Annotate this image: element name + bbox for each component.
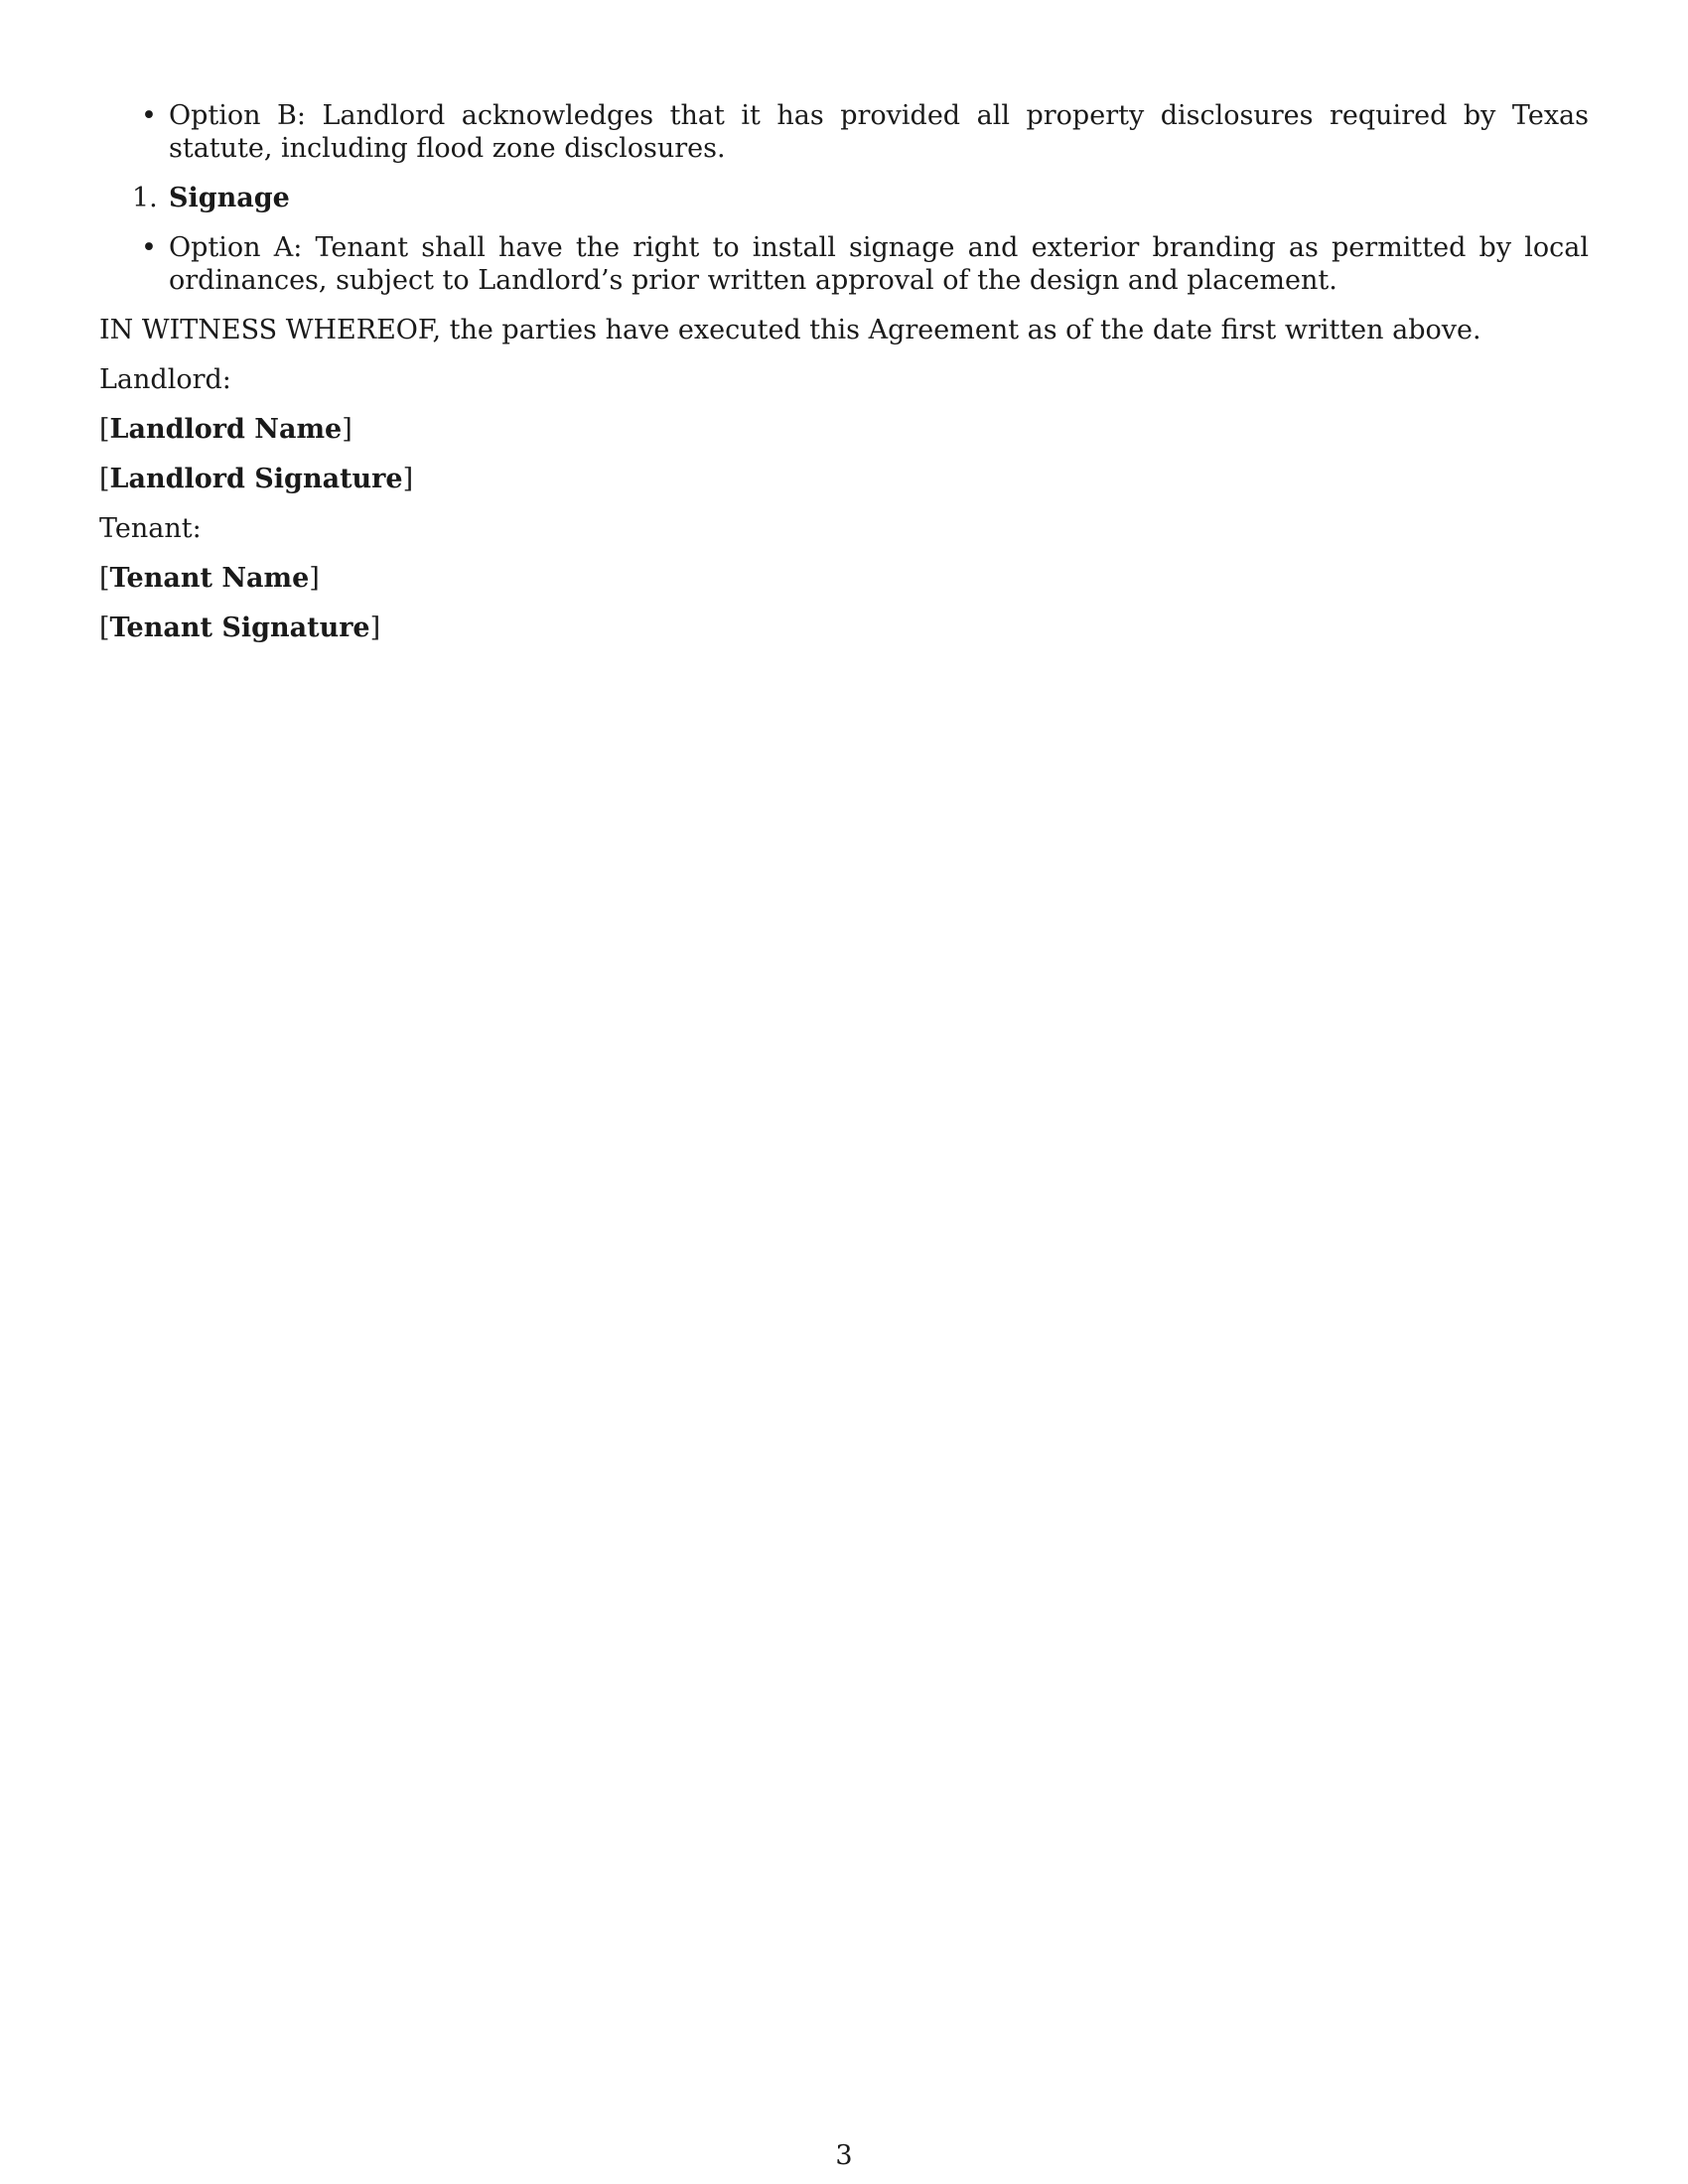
bullet-icon: • — [141, 232, 157, 263]
tenant-label: Tenant: — [99, 513, 202, 544]
tenant-signature-placeholder — [99, 612, 1589, 644]
tenant-name-placeholder — [99, 562, 1589, 595]
open-bracket: [ — [99, 414, 110, 445]
document-body — [99, 99, 1589, 644]
open-bracket: [ — [99, 464, 110, 494]
option-b-text: Option B: Landlord acknowledges that it has provided all property disclosures required by Texas statute, including flood zone disclosures. — [169, 100, 1589, 164]
section-number: 1. — [132, 183, 158, 213]
open-bracket: [ — [99, 613, 110, 643]
close-bracket: ] — [342, 414, 352, 445]
tenant-signature: Tenant Signature — [109, 613, 370, 643]
landlord-name: Landlord Name — [109, 414, 343, 445]
option-b-list-item — [99, 99, 1589, 165]
page-number: 3 — [835, 2140, 853, 2171]
landlord-signature: Landlord Signature — [109, 464, 403, 494]
close-bracket: ] — [369, 613, 381, 643]
close-bracket: ] — [402, 464, 414, 494]
section-heading: Signage — [169, 183, 290, 213]
option-a-text: Option A: Tenant shall have the right to install signage and exterior branding as permitted by local ordinances, subject to Landlord’s prior written approval of the design and placement. — [169, 232, 1589, 296]
landlord-name-placeholder — [99, 413, 1589, 446]
open-bracket: [ — [99, 563, 110, 594]
bullet-icon: • — [141, 100, 157, 131]
close-bracket: ] — [309, 563, 320, 594]
witness-paragraph: IN WITNESS WHEREOF, the parties have executed this Agreement as of the date first written above. — [99, 315, 1481, 345]
tenant-name: Tenant Name — [109, 563, 310, 594]
signage-section-heading — [99, 182, 1589, 214]
option-a-list-item — [99, 231, 1589, 297]
landlord-signature-placeholder — [99, 463, 1589, 495]
landlord-label: Landlord: — [99, 364, 231, 395]
